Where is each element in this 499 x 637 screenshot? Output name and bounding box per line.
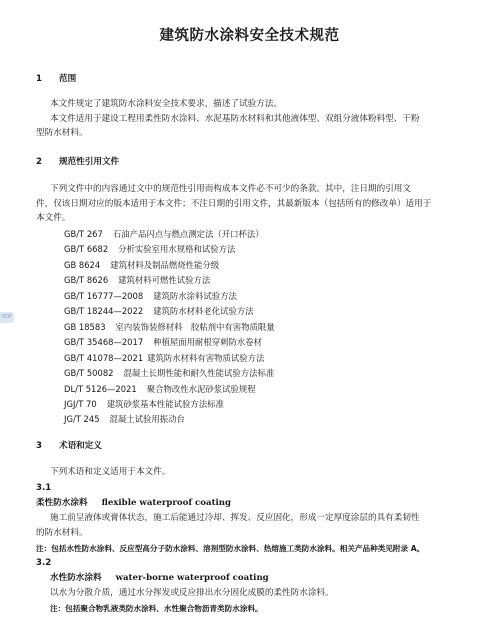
term-number: 3.1	[36, 483, 52, 493]
scope-paragraph-2-line2: 型防水材料。	[36, 128, 88, 138]
term-heading	[50, 572, 269, 584]
section-title: 范围	[58, 74, 77, 84]
reference-title: 建筑防水涂料试验方法	[153, 291, 237, 301]
reference-item	[64, 367, 274, 379]
reference-code: GB/T 16777—2008	[64, 291, 144, 301]
reference-code: GB 18583	[64, 322, 106, 332]
terms-intro: 下列术语和定义适用于本文件。	[50, 467, 171, 477]
reference-title: 室内装饰装修材料 胶粘剂中有害物质限量	[115, 322, 275, 332]
reference-code: GB/T 6682	[64, 244, 109, 254]
reference-title: 建筑砂浆基本性能试验方法标准	[106, 399, 224, 409]
reference-code: DL/T 5126—2021	[64, 384, 137, 394]
reference-item	[64, 398, 224, 410]
term-chinese: 水性防水涂料	[50, 573, 102, 583]
section-number: 3	[36, 441, 42, 451]
section-number: 2	[36, 157, 42, 167]
reference-code: GB/T 18244—2022	[64, 306, 144, 316]
reference-title: 聚合物改性水泥砂浆试验规程	[146, 384, 256, 394]
reference-code: JGJ/T 70	[64, 399, 97, 409]
reference-item	[64, 243, 235, 255]
pdf-side-tab[interactable]: PDF	[0, 312, 14, 323]
term-definition-line2: 的防水材料。	[36, 528, 88, 538]
reference-item	[64, 228, 264, 240]
section-1-heading	[36, 73, 76, 85]
reference-title: 混凝土试验用振动台	[109, 414, 185, 424]
reference-item	[64, 290, 237, 302]
reference-title: 混凝土长期性能和耐久性能试验方法标准	[123, 368, 275, 378]
reference-item	[64, 274, 210, 286]
reference-code: GB 8624	[64, 260, 101, 270]
references-paragraph-line3: 本文件。	[36, 213, 71, 223]
reference-title: 石油产品闪点与燃点测定法（开口杯法）	[112, 229, 264, 239]
reference-item	[64, 352, 264, 364]
section-2-heading	[36, 156, 119, 168]
term-definition-line1: 施工前呈液体或膏体状态，施工后能通过冷却、挥发、反应固化，形成一定厚度涂层的具有柔韧性	[50, 513, 420, 523]
reference-item	[64, 336, 262, 348]
reference-code: GB/T 35468—2017	[64, 337, 144, 347]
reference-code: GB/T 41078—2021	[64, 353, 144, 363]
term-note: 注：包括水性防水涂料、反应型高分子防水涂料、溶剂型防水涂料、热熔施工类防水涂料。相关产品种类见附录 A。	[36, 544, 425, 553]
term-english: flexible waterproof coating	[101, 498, 232, 508]
reference-item	[64, 321, 275, 333]
reference-item	[64, 305, 254, 317]
term-number: 3.2	[36, 558, 52, 568]
reference-item	[64, 383, 256, 395]
scope-paragraph-1: 本文件规定了建筑防水涂料安全技术要求，描述了试验方法。	[50, 99, 283, 109]
reference-code: GB/T 50082	[64, 368, 114, 378]
reference-code: GB/T 267	[64, 229, 103, 239]
reference-title: 分析实验室用水规格和试验方法	[118, 244, 236, 254]
term-definition-line1: 以水为分散介质，通过水分挥发或反应排出水分固化成膜的柔性防水涂料。	[50, 588, 334, 598]
section-3-heading	[36, 440, 102, 452]
term-chinese: 柔性防水涂料	[36, 498, 88, 508]
references-paragraph-line1: 下列文件中的内容通过文中的规范性引用而构成本文件必不可少的条款。其中，注日期的引用文	[50, 184, 411, 194]
reference-item	[64, 259, 219, 271]
reference-code: GB/T 8626	[64, 275, 109, 285]
section-title: 规范性引用文件	[58, 157, 120, 167]
document-title: 建筑防水涂料安全技术规范	[159, 28, 340, 44]
section-title: 术语和定义	[58, 441, 102, 451]
scope-paragraph-2-line1: 本文件适用于建设工程用柔性防水涂料、水泥基防水材料和其他液体型、双组分液体粉料型、干粉	[50, 114, 420, 124]
reference-title: 建筑防水材料有害物质试验方法	[147, 353, 265, 363]
term-note: 注：包括聚合物乳液类防水涂料、水性聚合物沥青类防水涂料。	[50, 604, 263, 613]
reference-title: 种植屋面用耐根穿刺防水卷材	[153, 337, 263, 347]
reference-item	[64, 413, 185, 425]
reference-title: 建筑材料及制品燃烧性能分级	[110, 260, 220, 270]
reference-code: JG/T 245	[64, 414, 100, 424]
term-heading	[36, 497, 231, 509]
reference-title: 建筑防水材料老化试验方法	[153, 306, 254, 316]
reference-title: 建筑材料可燃性试验方法	[118, 275, 211, 285]
references-paragraph-line2: 件，仅该日期对应的版本适用于本文件；不注日期的引用文件，其最新版本（包括所有的修改单）适用于	[36, 199, 432, 209]
term-english: water-borne waterproof coating	[115, 573, 269, 583]
section-number: 1	[36, 74, 42, 84]
